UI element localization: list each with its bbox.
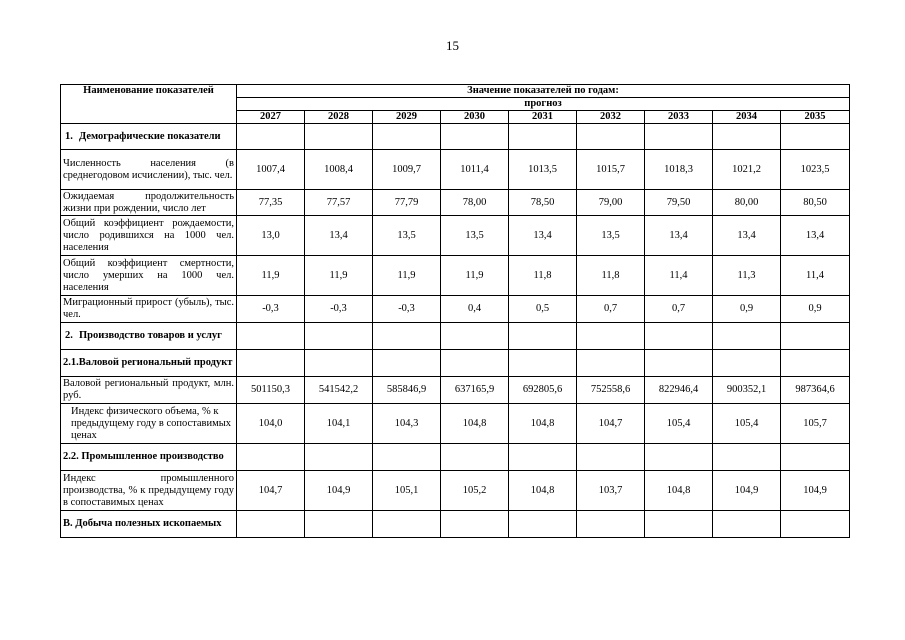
value-cell: [373, 323, 441, 350]
value-cell: 0,5: [509, 296, 577, 323]
value-cell: [781, 350, 850, 377]
value-cell: 1013,5: [509, 150, 577, 190]
value-cell: [713, 350, 781, 377]
section-title: [61, 124, 237, 150]
indicator-label: Общий коэффициент смертности, число умерших на 1000 чел. населения: [61, 256, 237, 296]
value-cell: [373, 350, 441, 377]
table-row: [61, 150, 850, 190]
value-cell: 11,4: [781, 256, 850, 296]
value-cell: [577, 124, 645, 150]
value-cell: 13,5: [373, 216, 441, 256]
value-cell: 80,50: [781, 190, 850, 216]
page-number: 15: [446, 38, 459, 53]
indicator-label: Индекс физического объема, % к предыдущему году в сопоставимых ценах: [61, 404, 237, 444]
value-cell: 11,9: [373, 256, 441, 296]
value-cell: 77,35: [237, 190, 305, 216]
value-cell: 13,4: [509, 216, 577, 256]
section-row: [61, 350, 850, 377]
table-row: [61, 190, 850, 216]
value-cell: 13,4: [305, 216, 373, 256]
value-cell: 105,4: [645, 404, 713, 444]
value-cell: [509, 323, 577, 350]
header-year: 2029: [373, 111, 441, 124]
value-cell: 104,8: [509, 404, 577, 444]
value-cell: [441, 511, 509, 538]
value-cell: 79,50: [645, 190, 713, 216]
value-cell: [305, 350, 373, 377]
section-row: [61, 323, 850, 350]
value-cell: [713, 323, 781, 350]
value-cell: [713, 511, 781, 538]
value-cell: 1011,4: [441, 150, 509, 190]
value-cell: [781, 323, 850, 350]
section-label: В. Добыча полезных ископаемых: [63, 518, 222, 529]
value-cell: 585846,9: [373, 377, 441, 404]
value-cell: [645, 323, 713, 350]
value-cell: 637165,9: [441, 377, 509, 404]
value-cell: [645, 124, 713, 150]
header-year: 2035: [781, 111, 850, 124]
header-year: 2028: [305, 111, 373, 124]
table-row: [61, 296, 850, 323]
value-cell: 104,7: [577, 404, 645, 444]
section-label: Производство товаров и услуг: [79, 330, 222, 341]
value-cell: [577, 444, 645, 471]
table-row: [61, 377, 850, 404]
value-cell: [781, 444, 850, 471]
value-cell: 13,5: [577, 216, 645, 256]
value-cell: 104,9: [305, 471, 373, 511]
section-row: [61, 444, 850, 471]
value-cell: [373, 444, 441, 471]
value-cell: 13,4: [713, 216, 781, 256]
section-label: 2.2. Промышленное производство: [63, 451, 224, 462]
value-cell: [237, 511, 305, 538]
value-cell: [441, 124, 509, 150]
header-forecast: прогноз: [237, 98, 850, 111]
indicators-table: [60, 84, 850, 538]
value-cell: 1021,2: [713, 150, 781, 190]
section-label: 2.1.Валовой региональный продукт: [63, 357, 233, 368]
value-cell: 77,57: [305, 190, 373, 216]
value-cell: 0,9: [713, 296, 781, 323]
value-cell: -0,3: [373, 296, 441, 323]
indicator-label: Численность населения (в среднегодовом исчислении), тыс. чел.: [61, 150, 237, 190]
indicator-label: Миграционный прирост (убыль), тыс. чел.: [61, 296, 237, 323]
value-cell: 1018,3: [645, 150, 713, 190]
value-cell: 103,7: [577, 471, 645, 511]
value-cell: 1009,7: [373, 150, 441, 190]
header-year: 2027: [237, 111, 305, 124]
value-cell: 105,1: [373, 471, 441, 511]
header-year: 2031: [509, 111, 577, 124]
value-cell: 0,7: [577, 296, 645, 323]
value-cell: 77,79: [373, 190, 441, 216]
value-cell: 79,00: [577, 190, 645, 216]
value-cell: 1007,4: [237, 150, 305, 190]
header-year: 2034: [713, 111, 781, 124]
value-cell: [441, 323, 509, 350]
value-cell: [237, 124, 305, 150]
value-cell: -0,3: [305, 296, 373, 323]
value-cell: 104,8: [509, 471, 577, 511]
section-number: 1.: [65, 130, 73, 142]
value-cell: 104,9: [781, 471, 850, 511]
value-cell: [645, 511, 713, 538]
value-cell: [237, 323, 305, 350]
value-cell: 105,2: [441, 471, 509, 511]
value-cell: [305, 124, 373, 150]
section-number: 2.: [65, 330, 73, 341]
value-cell: 104,7: [237, 471, 305, 511]
header-year: 2033: [645, 111, 713, 124]
value-cell: 11,9: [441, 256, 509, 296]
indicator-label: Ожидаемая продолжительность жизни при рождении, число лет: [61, 190, 237, 216]
table-row: [61, 471, 850, 511]
value-cell: 104,9: [713, 471, 781, 511]
section-title: [61, 511, 237, 538]
value-cell: 104,1: [305, 404, 373, 444]
value-cell: 104,8: [441, 404, 509, 444]
value-cell: 692805,6: [509, 377, 577, 404]
value-cell: 11,9: [305, 256, 373, 296]
value-cell: [509, 124, 577, 150]
value-cell: [509, 511, 577, 538]
indicator-label: Валовой региональный продукт, млн. руб.: [61, 377, 237, 404]
value-cell: [441, 444, 509, 471]
table-row: [61, 404, 850, 444]
value-cell: [305, 511, 373, 538]
value-cell: 11,4: [645, 256, 713, 296]
section-row: [61, 511, 850, 538]
value-cell: [577, 323, 645, 350]
value-cell: [509, 350, 577, 377]
value-cell: [577, 350, 645, 377]
header-indicator-name: Наименование показателей: [61, 85, 237, 124]
value-cell: 78,00: [441, 190, 509, 216]
value-cell: 987364,6: [781, 377, 850, 404]
value-cell: [305, 444, 373, 471]
value-cell: 13,4: [781, 216, 850, 256]
value-cell: 104,3: [373, 404, 441, 444]
section-title: [61, 444, 237, 471]
value-cell: [237, 350, 305, 377]
table-row: [61, 256, 850, 296]
value-cell: [645, 444, 713, 471]
value-cell: 822946,4: [645, 377, 713, 404]
value-cell: 900352,1: [713, 377, 781, 404]
header-year: 2032: [577, 111, 645, 124]
value-cell: 11,8: [577, 256, 645, 296]
value-cell: [713, 444, 781, 471]
value-cell: 11,9: [237, 256, 305, 296]
value-cell: 1008,4: [305, 150, 373, 190]
value-cell: 1015,7: [577, 150, 645, 190]
section-title: [61, 350, 237, 377]
value-cell: 1023,5: [781, 150, 850, 190]
value-cell: 13,5: [441, 216, 509, 256]
value-cell: [645, 350, 713, 377]
value-cell: [781, 511, 850, 538]
value-cell: [781, 124, 850, 150]
value-cell: [373, 124, 441, 150]
value-cell: [373, 511, 441, 538]
value-cell: 501150,3: [237, 377, 305, 404]
value-cell: 11,3: [713, 256, 781, 296]
indicator-label: Индекс промышленного производства, % к предыдущему году в сопоставимых ценах: [61, 471, 237, 511]
value-cell: 105,4: [713, 404, 781, 444]
value-cell: 541542,2: [305, 377, 373, 404]
header-values-by-year: Значение показателей по годам:: [237, 85, 850, 98]
header-year: 2030: [441, 111, 509, 124]
value-cell: 13,0: [237, 216, 305, 256]
value-cell: [577, 511, 645, 538]
section-title: [61, 323, 237, 350]
value-cell: -0,3: [237, 296, 305, 323]
value-cell: 80,00: [713, 190, 781, 216]
value-cell: [237, 444, 305, 471]
value-cell: [713, 124, 781, 150]
section-label: Демографические показатели: [79, 130, 221, 142]
value-cell: 105,7: [781, 404, 850, 444]
value-cell: 13,4: [645, 216, 713, 256]
value-cell: [441, 350, 509, 377]
value-cell: 0,9: [781, 296, 850, 323]
value-cell: [305, 323, 373, 350]
value-cell: 104,0: [237, 404, 305, 444]
value-cell: 104,8: [645, 471, 713, 511]
value-cell: 78,50: [509, 190, 577, 216]
indicator-label: Общий коэффициент рождаемости, число родившихся на 1000 чел. населения: [61, 216, 237, 256]
section-row: [61, 124, 850, 150]
value-cell: 752558,6: [577, 377, 645, 404]
value-cell: 0,4: [441, 296, 509, 323]
value-cell: 11,8: [509, 256, 577, 296]
value-cell: 0,7: [645, 296, 713, 323]
table-row: [61, 216, 850, 256]
value-cell: [509, 444, 577, 471]
